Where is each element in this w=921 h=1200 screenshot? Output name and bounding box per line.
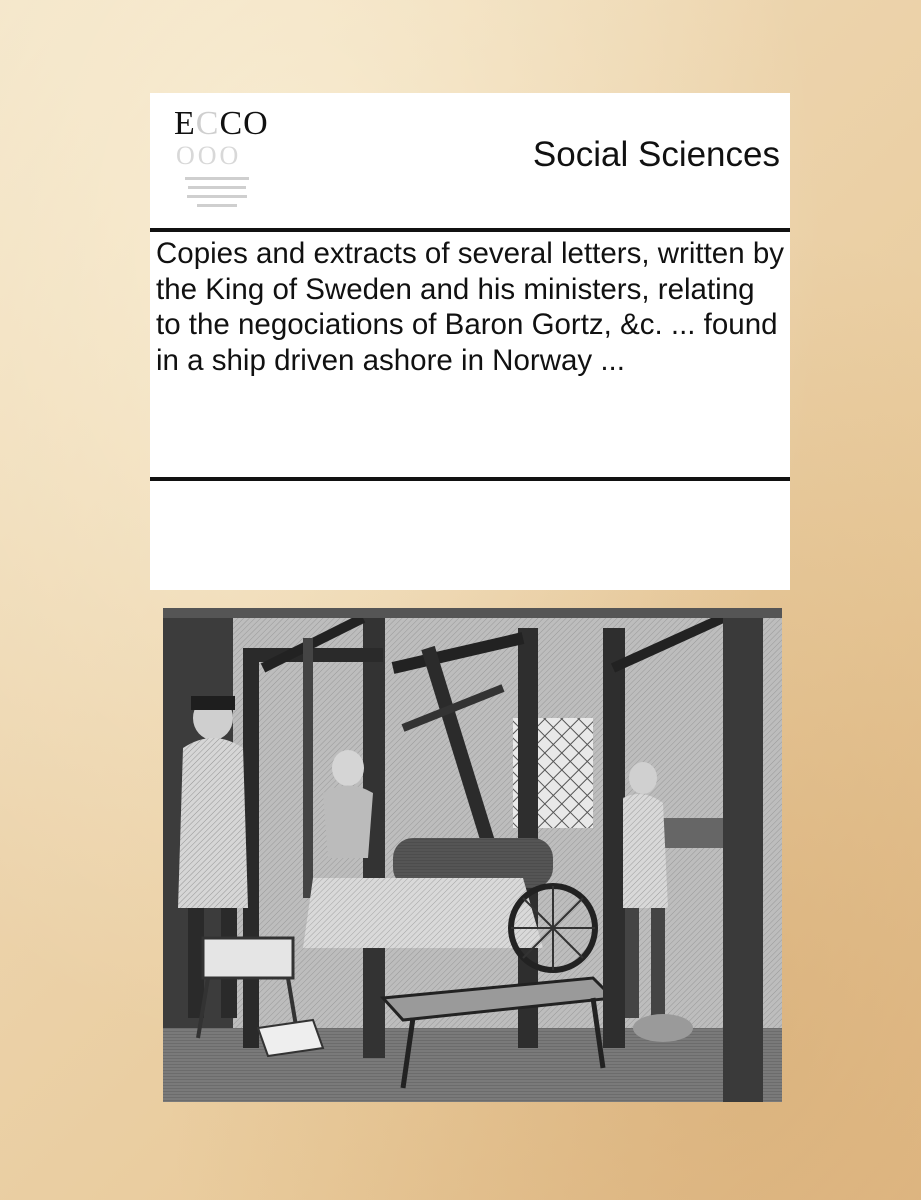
logo-tagline-lines bbox=[182, 177, 252, 213]
category-label: Social Sciences bbox=[532, 135, 780, 174]
cover-illustration bbox=[163, 608, 782, 1102]
weavers-loom-engraving-icon bbox=[163, 608, 782, 1102]
logo-mark-ghost: OOO bbox=[176, 141, 242, 170]
bottom-rule bbox=[150, 477, 790, 481]
top-rule bbox=[150, 228, 790, 232]
logo-mark: ECCO bbox=[174, 105, 269, 142]
ecco-logo bbox=[168, 103, 269, 221]
book-title: Copies and extracts of several letters, written by the King of Sweden and his ministers, relating to the negociations of Baron Gortz, &c. ... found in a ship driven ashore in Norway ... bbox=[156, 237, 784, 377]
cover-panel bbox=[150, 93, 790, 590]
